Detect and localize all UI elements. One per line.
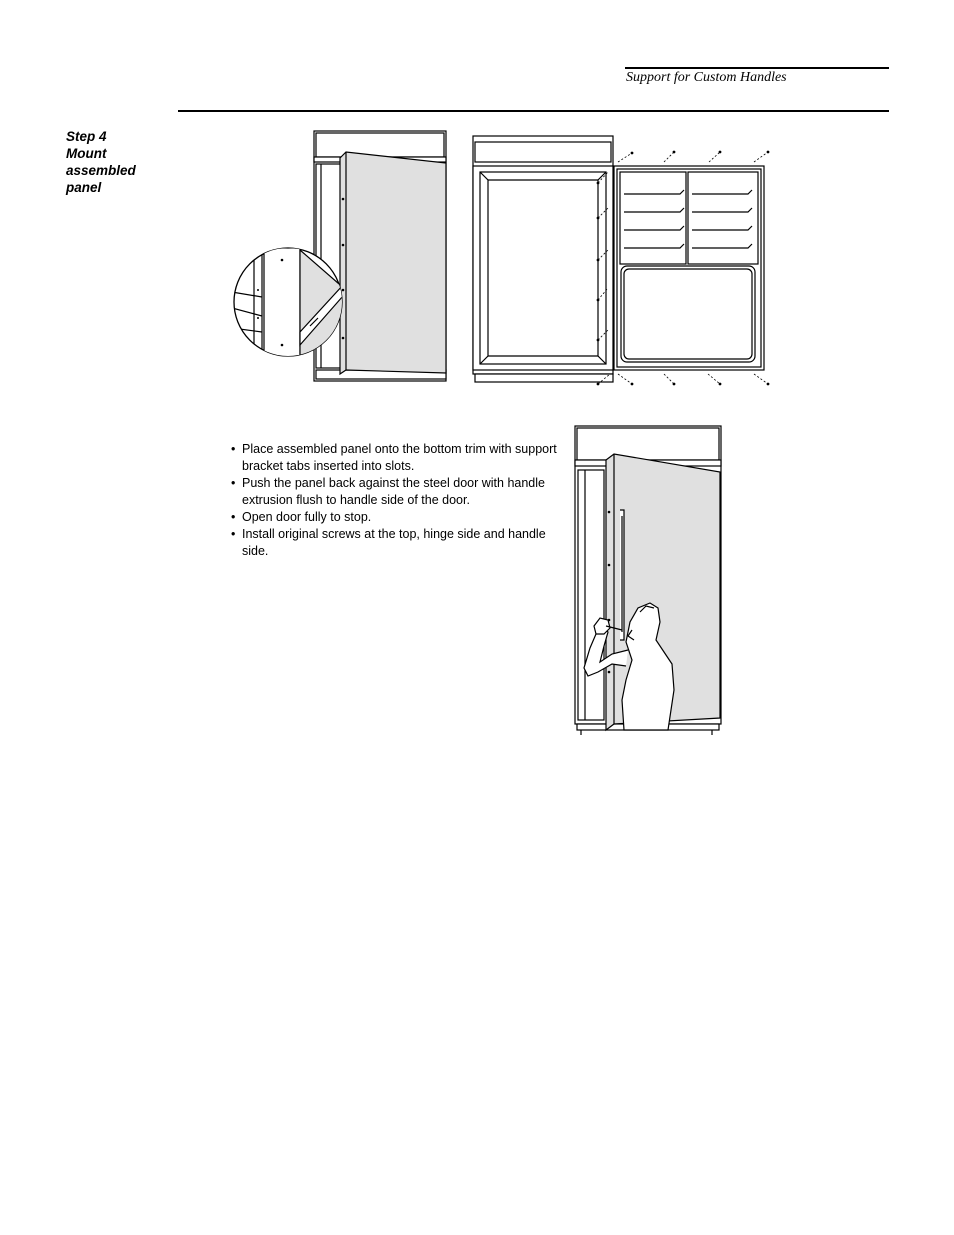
instruction-item: • Open door fully to stop.	[231, 509, 561, 526]
step-title-line: assembled	[66, 163, 136, 178]
fig-install-screws	[575, 426, 721, 735]
screw-icon	[342, 198, 345, 201]
screw-icon	[342, 244, 345, 247]
step-title-line: panel	[66, 180, 102, 195]
instruction-list	[231, 441, 561, 560]
fig-panel-mount	[314, 131, 446, 381]
page-header-title: Support for Custom Handles	[626, 70, 787, 85]
step-title-line: Mount	[66, 146, 107, 161]
fig-door-open	[473, 136, 769, 385]
instruction-item: • Place assembled panel onto the bottom trim with support bracket tabs inserted into slots.	[231, 441, 561, 475]
screw-icon	[342, 337, 345, 340]
instruction-item: • Install original screws at the top, hinge side and handle side.	[231, 526, 561, 560]
screw-icon	[342, 289, 345, 292]
step-number: Step 4	[66, 129, 107, 144]
instruction-item: • Push the panel back against the steel door with handle extrusion flush to handle side of the door.	[231, 475, 561, 509]
